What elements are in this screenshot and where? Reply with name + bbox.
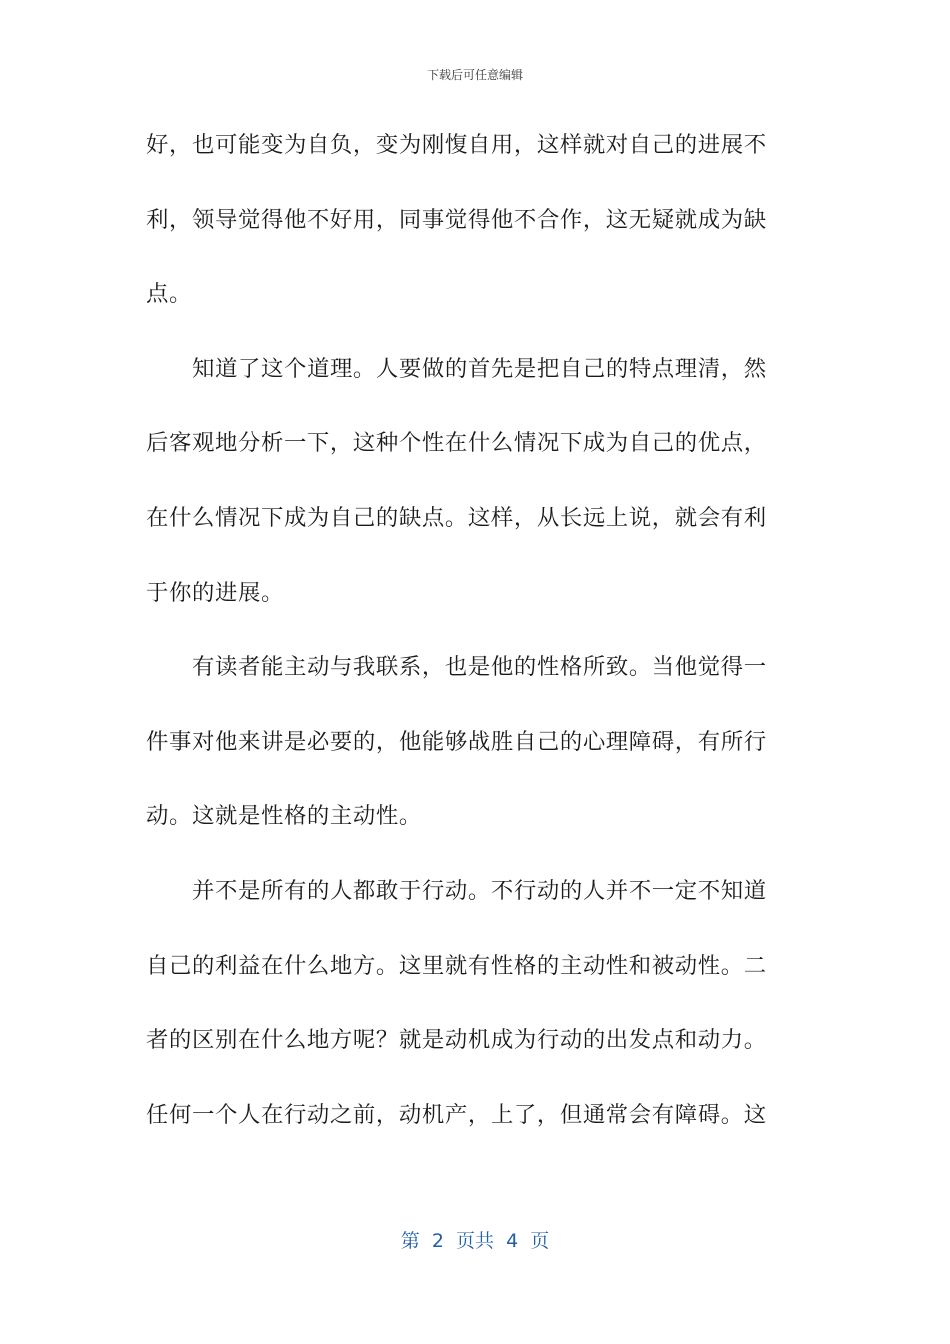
text-line-10: 动。这就是性格的主动性。 (146, 803, 422, 830)
text-line-4: 知道了这个道理。人要做的首先是把自己的特点理清，然 (192, 355, 767, 382)
text-line-12: 自己的利益在什么地方。这里就有性格的主动性和被动性。二 (146, 952, 767, 979)
page-number: 第 2 页共 4 页 (400, 1230, 550, 1252)
text-line-2: 利，领导觉得他不好用，同事觉得他不合作，这无疑就成为缺 (146, 206, 767, 233)
page-footer (0, 1226, 950, 1253)
page-header: 下载后可任意编辑 (426, 68, 523, 82)
text-line-14: 任何一个人在行动之前，动机产，上了，但通常会有障碍。这 (146, 1101, 767, 1128)
document-body (146, 127, 792, 1171)
text-line-1: 好，也可能变为自负，变为刚愎自用，这样就对自己的进展不 (146, 132, 767, 158)
text-line-9: 件事对他来讲是必要的，他能够战胜自己的心理障碍，有所行 (146, 728, 767, 755)
text-line-8: 有读者能主动与我联系，也是他的性格所致。当他觉得一 (192, 654, 767, 681)
text-line-7: 于你的进展。 (146, 579, 284, 606)
text-line-5: 后客观地分析一下，这种个性在什么情况下成为自己的优点， (146, 430, 767, 457)
text-line-11: 并不是所有的人都敢于行动。不行动的人并不一定不知道 (192, 877, 767, 904)
text-line-6: 在什么情况下成为自己的缺点。这样，从长远上说，就会有利 (146, 504, 767, 531)
text-line-3: 点。 (146, 281, 192, 308)
text-line-13: 者的区别在什么地方呢？就是动机成为行动的出发点和动力。 (146, 1027, 767, 1054)
